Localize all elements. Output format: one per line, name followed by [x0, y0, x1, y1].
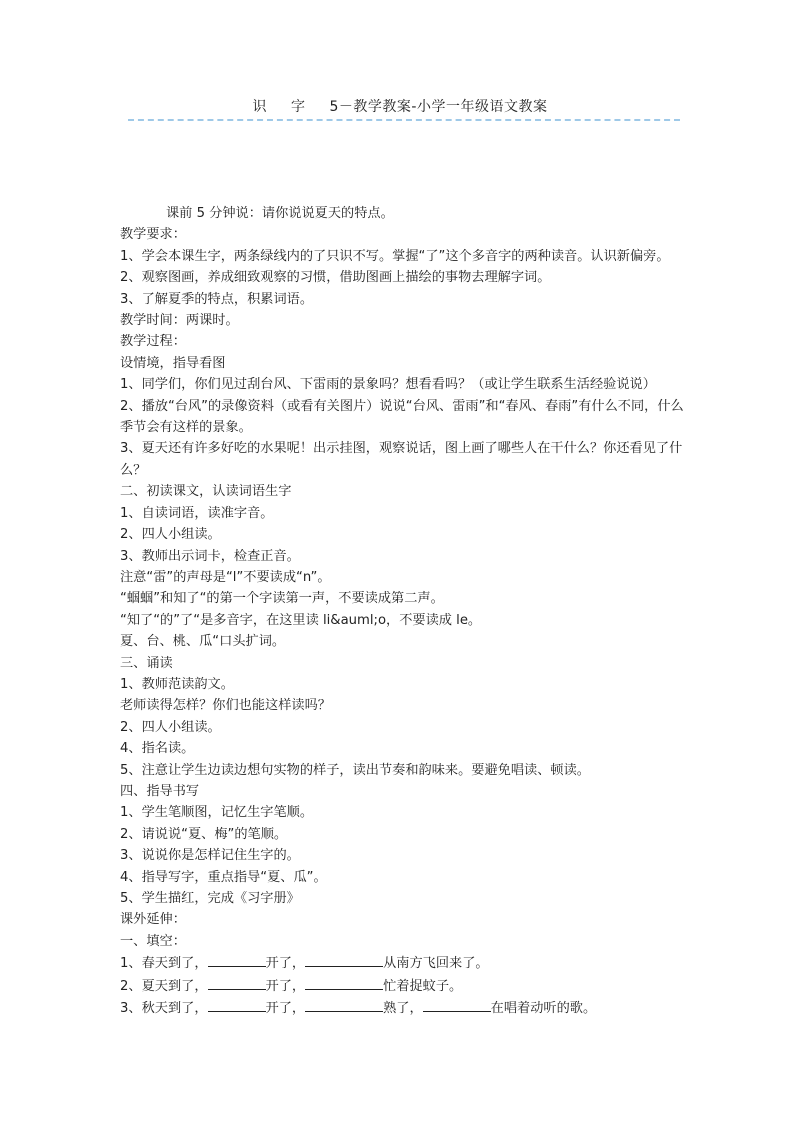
section-3-item-4: 4、指名读。: [120, 741, 195, 757]
process-heading: 教学过程：: [120, 334, 186, 350]
requirement-3: 3、了解夏季的特点，积累词语。: [120, 291, 314, 307]
fill-2-text-b: 开了，: [265, 978, 306, 994]
section-1-heading: 设情境，指导看图: [120, 355, 226, 371]
title-char-1: 识: [252, 99, 268, 115]
fill-blank[interactable]: [208, 975, 266, 990]
section-3-item-1: 1、教师范读韵文。: [120, 676, 234, 692]
section-2-note-1: 注意“雷”的声母是“l”不要读成“n”。: [120, 569, 331, 585]
page-title: [0, 96, 800, 116]
fill-3-text-d: 在唱着动听的歌。: [490, 1001, 597, 1017]
section-4-item-1: 1、学生笔顺图，记忆生字笔顺。: [120, 805, 314, 821]
section-1-item-3: 3、夏天还有许多好吃的水果呢！出示挂图，观察说话，图上画了哪些人在干什么？你还看见了什么？: [120, 441, 683, 478]
section-3-item-2: 2、四人小组读。: [120, 719, 221, 735]
fill-blank[interactable]: [423, 997, 491, 1012]
document-body: [120, 203, 690, 1019]
section-2-item-1: 1、自读词语，读准字音。: [120, 505, 274, 521]
fill-blank[interactable]: [305, 997, 383, 1012]
fill-line-1: [120, 952, 690, 974]
section-2-note-3: “知了“的”了“是多音字，在这里读 li&auml;o，不要读成 le。: [120, 612, 482, 628]
section-4-item-2: 2、请说说“夏、梅”的笔顺。: [120, 826, 288, 842]
extension-heading: 课外延伸：: [120, 912, 186, 928]
fill-3-text-b: 开了，: [265, 1001, 306, 1017]
section-3-heading: 三、诵读: [120, 655, 173, 671]
teaching-time: 教学时间：两课时。: [120, 313, 239, 329]
section-3-item-5: 5、注意让学生边读边想句实物的样子，读出节奏和韵味来。要避免唱读、顿读。: [120, 762, 590, 778]
fill-heading: 一、填空：: [120, 933, 186, 949]
fill-2-text-a: 2、夏天到了，: [120, 978, 208, 994]
section-2-note-4: 夏、台、桃、瓜“口头扩词。: [120, 634, 286, 650]
fill-blank[interactable]: [305, 952, 383, 967]
section-4-heading: 四、指导书写: [120, 783, 200, 799]
fill-line-2: [120, 975, 690, 997]
section-2-heading: 二、初读课文，认读词语生字: [120, 484, 292, 500]
fill-1-text-a: 1、春天到了，: [120, 956, 208, 972]
fill-blank[interactable]: [208, 997, 266, 1012]
fill-3-text-c: 熟了，: [383, 1001, 423, 1017]
fill-1-text-c: 从南方飞回来了。: [383, 956, 489, 972]
requirement-1: 1、学会本课生字，两条绿线内的了只识不写。掌握“了”这个多音字的两种读音。认识新偏旁。: [120, 248, 670, 264]
section-2-item-3: 3、教师出示词卡，检查正音。: [120, 548, 300, 564]
section-3-question: 老师读得怎样？你们也能这样读吗？: [120, 698, 331, 714]
section-1-item-2: 2、播放“台风”的录像资料（或看有关图片）说说“台风、雷雨”和“春风、春雨”有什么不同，什么季节会有这样的景象。: [120, 398, 684, 436]
fill-3-text-a: 3、秋天到了，: [120, 1001, 208, 1017]
section-1-item-1: 1、同学们，你们见过刮台风、下雷雨的景象吗？想看看吗？（或让学生联系生活经验说说）: [120, 377, 656, 393]
section-2-item-2: 2、四人小组读。: [120, 527, 221, 543]
section-4-item-5: 5、学生描红，完成《习字册》: [120, 891, 300, 906]
section-2-note-2: “蝈蝈”和知了“的第一个字读第一声，不要读成第二声。: [120, 591, 444, 607]
section-4-item-4: 4、指导写字，重点指导“夏、瓜”。: [120, 869, 327, 885]
requirements-heading: 教学要求：: [120, 227, 186, 243]
title-rest: 5－教学教案-小学一年级语文教案: [329, 99, 548, 115]
title-char-2: 字: [291, 99, 306, 115]
fill-line-3: [120, 997, 690, 1019]
requirement-2: 2、观察图画，养成细致观察的习惯，借助图画上描绘的事物去理解字词。: [120, 270, 551, 286]
fill-1-text-b: 开了，: [265, 956, 306, 972]
section-4-item-3: 3、说说你是怎样记住生字的。: [120, 848, 300, 864]
intro-line: 课前 5 分钟说：请你说说夏天的特点。: [166, 206, 394, 221]
fill-blank[interactable]: [208, 952, 266, 967]
fill-blank[interactable]: [305, 975, 383, 990]
fill-2-text-c: 忙着捉蚊子。: [383, 978, 463, 994]
title-divider: [128, 119, 680, 121]
